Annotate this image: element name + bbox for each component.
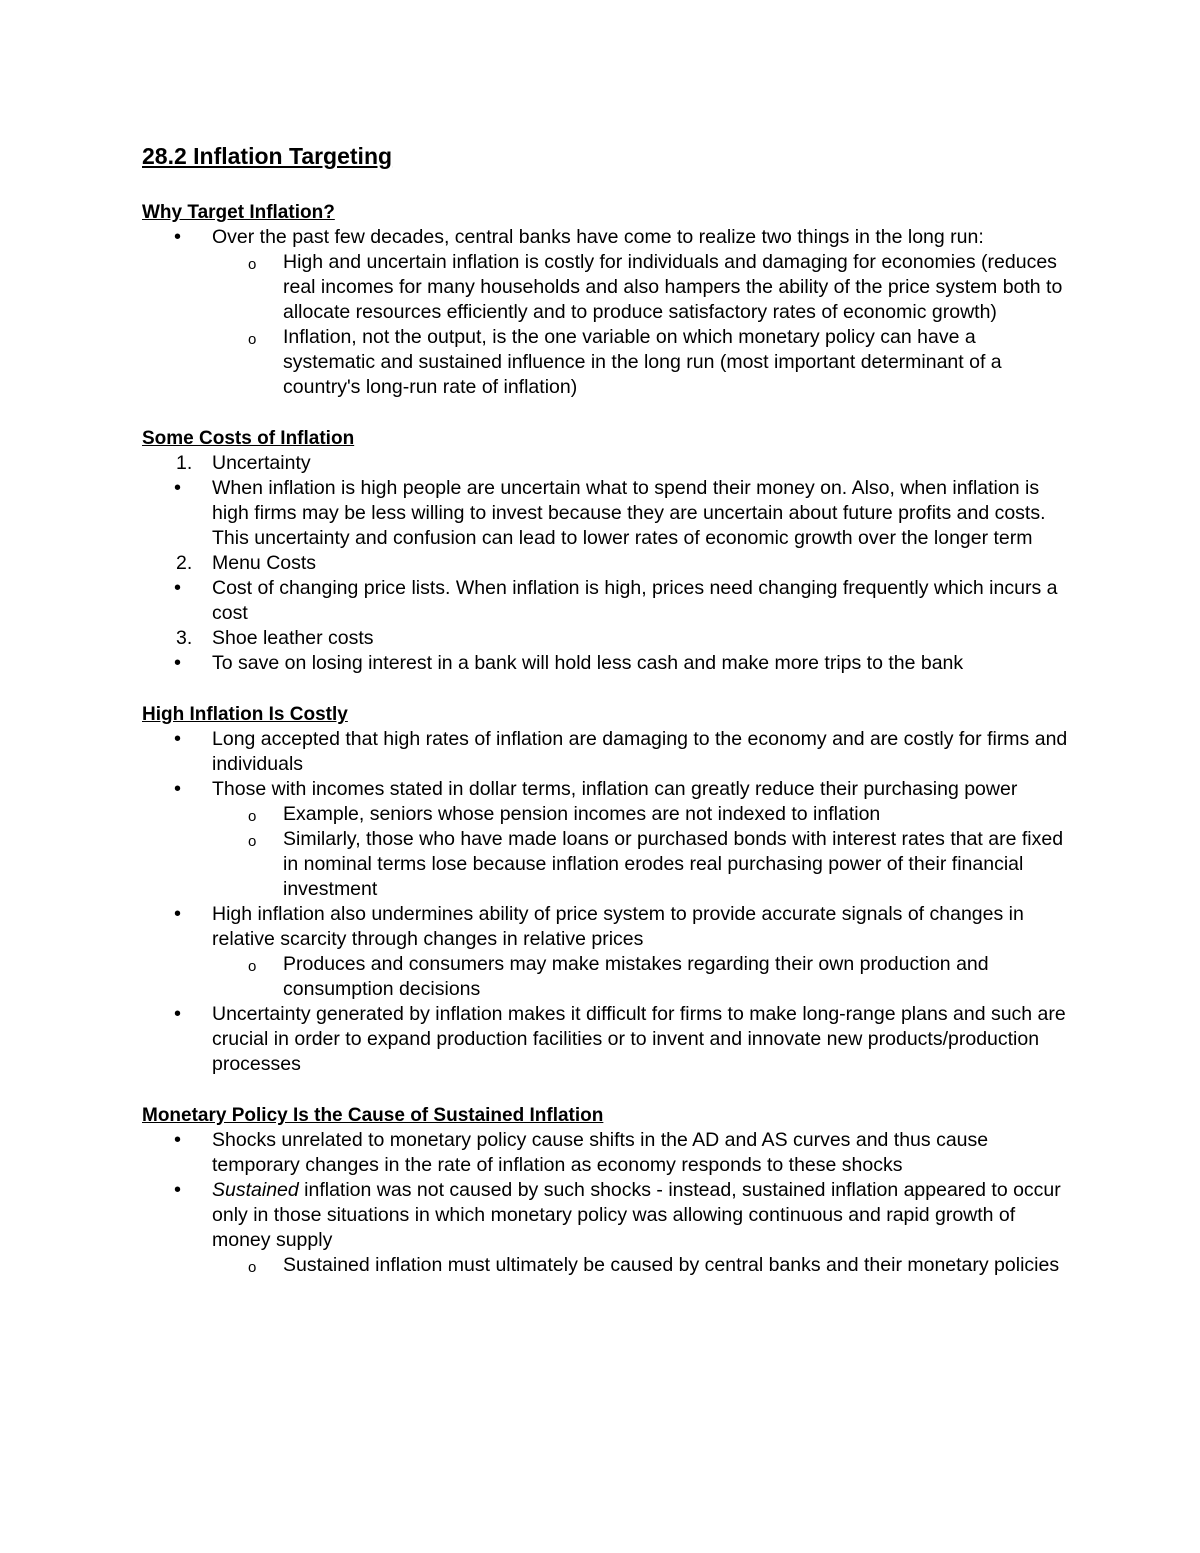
section-heading: Monetary Policy Is the Cause of Sustained Inflation xyxy=(142,1105,604,1126)
bullet-marker: • xyxy=(174,1129,182,1151)
bullet-text: Over the past few decades, central banks have come to realize two things in the long run: xyxy=(212,226,984,248)
bullet-text: High inflation also undermines ability of price system to provide accurate signals of changes in relative scarcity through changes in relative prices xyxy=(212,903,1024,950)
document-page xyxy=(142,140,1072,1304)
bullet-text: Long accepted that high rates of inflation are damaging to the economy and are costly for firms and individuals xyxy=(212,728,1068,775)
bullet-marker: • xyxy=(174,577,182,599)
sub-bullet-text: Inflation, not the output, is the one variable on which monetary policy can have a systematic and sustained influence in the long run (most important determinant of a country's long-run rate of inflation) xyxy=(283,326,1002,398)
bullet-text: Shocks unrelated to monetary policy cause shifts in the AD and AS curves and thus cause temporary changes in the rate of inflation as economy responds to these shocks xyxy=(212,1129,989,1176)
bullet-item xyxy=(142,1178,1072,1253)
numbered-item xyxy=(142,451,1072,476)
sub-bullet-marker: o xyxy=(248,256,257,273)
numbered-text: Menu Costs xyxy=(212,552,317,574)
section-heading: Some Costs of Inflation xyxy=(142,428,355,449)
number-marker: 1. xyxy=(176,452,193,474)
emphasis-text: Sustained xyxy=(212,1179,299,1201)
bullet-item xyxy=(142,902,1072,952)
sub-bullet-marker: o xyxy=(248,833,257,850)
sub-bullet-item xyxy=(142,325,1072,400)
bullet-item xyxy=(142,225,1072,250)
bullet-marker: • xyxy=(174,778,182,800)
bullet-item xyxy=(142,576,1072,626)
bullet-text: Those with incomes stated in dollar terms, inflation can greatly reduce their purchasing power xyxy=(212,778,1018,800)
numbered-item xyxy=(142,551,1072,576)
bullet-marker: • xyxy=(174,903,182,925)
section-monetary-policy-cause xyxy=(142,1103,1072,1278)
section-high-inflation-costly xyxy=(142,702,1072,1077)
bullet-item xyxy=(142,777,1072,802)
bullet-marker: • xyxy=(174,226,182,248)
page-title: 28.2 Inflation Targeting xyxy=(142,143,393,169)
bullet-text: To save on losing interest in a bank will hold less cash and make more trips to the bank xyxy=(212,652,964,674)
bullet-marker: • xyxy=(174,1179,182,1201)
sub-bullet-text: Produces and consumers may make mistakes regarding their own production and consumption decisions xyxy=(283,953,989,1000)
bullet-item xyxy=(142,1128,1072,1178)
bullet-item xyxy=(142,651,1072,676)
bullet-item xyxy=(142,1002,1072,1077)
sub-bullet-text: Example, seniors whose pension incomes are not indexed to inflation xyxy=(283,803,881,825)
sub-bullet-marker: o xyxy=(248,958,257,975)
bullet-marker: • xyxy=(174,477,182,499)
sub-bullet-marker: o xyxy=(248,808,257,825)
bullet-text: When inflation is high people are uncertain what to spend their money on. Also, when inflation is high firms may be less willing to invest because they are uncertain about future profits and costs. This uncertainty and confusion can lead to lower rates of economic growth over the longer term xyxy=(212,477,1046,549)
sub-bullet-item xyxy=(142,250,1072,325)
section-costs-of-inflation xyxy=(142,426,1072,676)
bullet-text xyxy=(212,1179,1061,1251)
numbered-text: Uncertainty xyxy=(212,452,311,474)
numbered-text: Shoe leather costs xyxy=(212,627,374,649)
sub-bullet-text: High and uncertain inflation is costly for individuals and damaging for economies (reduces real incomes for many households and also hampers the ability of the price system both to allocate resources efficiently and to produce satisfactory rates of economic growth) xyxy=(283,251,1063,323)
bullet-text-rest: inflation was not caused by such shocks - instead, sustained inflation appeared to occur only in those situations in which monetary policy was allowing continuous and rapid growth of money supply xyxy=(212,1179,1061,1251)
bullet-text: Cost of changing price lists. When inflation is high, prices need changing frequently which incurs a cost xyxy=(212,577,1058,624)
sub-bullet-marker: o xyxy=(248,1259,257,1276)
section-heading: Why Target Inflation? xyxy=(142,202,335,223)
sub-bullet-item xyxy=(142,952,1072,1002)
section-heading: High Inflation Is Costly xyxy=(142,704,348,725)
sub-bullet-item xyxy=(142,802,1072,827)
sub-bullet-text: Similarly, those who have made loans or purchased bonds with interest rates that are fixed in nominal terms lose because inflation erodes real purchasing power of their financial investment xyxy=(283,828,1064,900)
bullet-marker: • xyxy=(174,728,182,750)
number-marker: 2. xyxy=(176,552,193,574)
numbered-item xyxy=(142,626,1072,651)
section-why-target-inflation xyxy=(142,200,1072,400)
number-marker: 3. xyxy=(176,627,193,649)
bullet-item xyxy=(142,476,1072,551)
bullet-item xyxy=(142,727,1072,777)
sub-bullet-item xyxy=(142,827,1072,902)
sub-bullet-marker: o xyxy=(248,331,257,348)
sub-bullet-item xyxy=(142,1253,1072,1278)
bullet-text: Uncertainty generated by inflation makes it difficult for firms to make long-range plans and such are crucial in order to expand production facilities or to invent and innovate new products/production processes xyxy=(212,1003,1066,1075)
bullet-marker: • xyxy=(174,652,182,674)
bullet-marker: • xyxy=(174,1003,182,1025)
sub-bullet-text: Sustained inflation must ultimately be caused by central banks and their monetary policies xyxy=(283,1254,1060,1276)
